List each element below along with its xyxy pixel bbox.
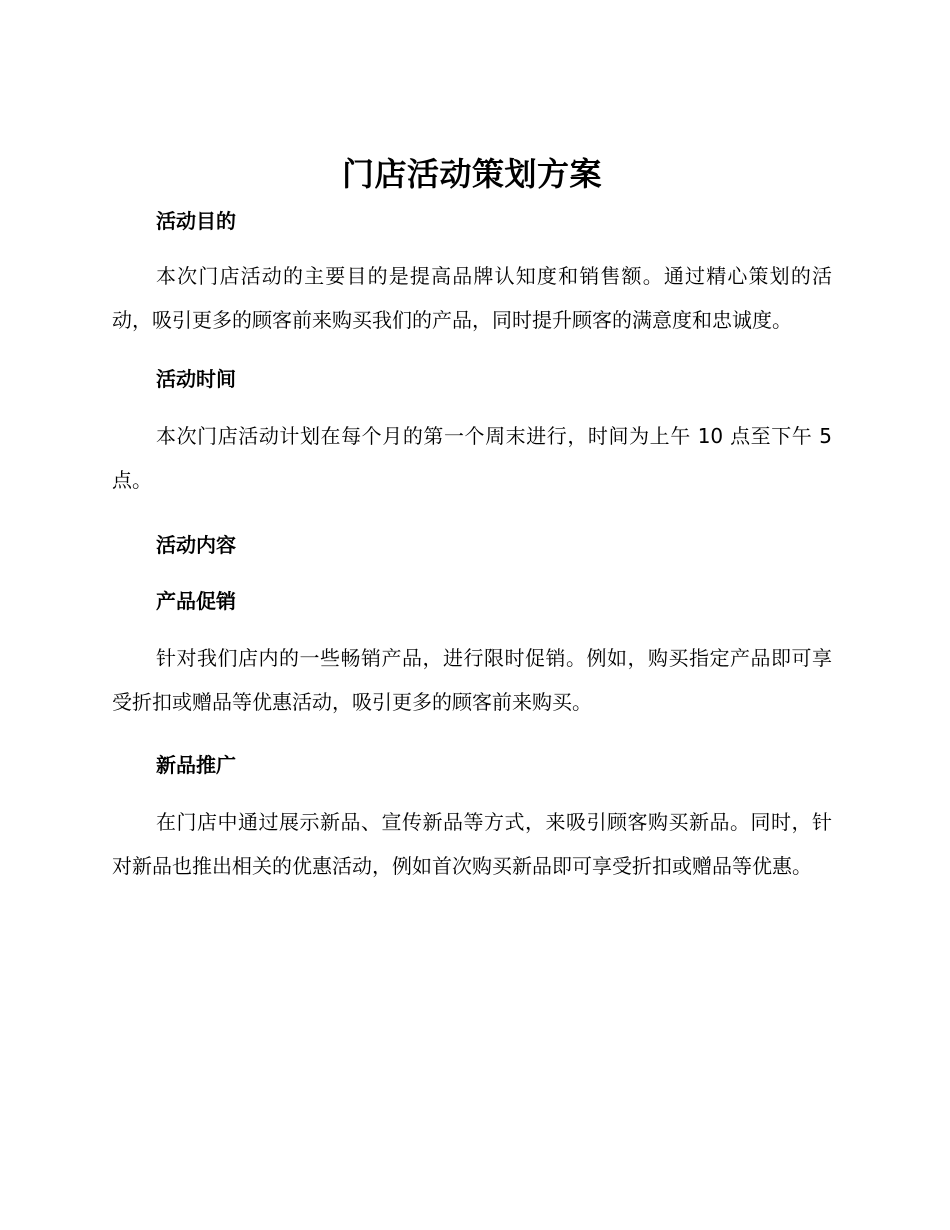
paragraph-new-product: 在门店中通过展示新品、宣传新品等方式，来吸引顾客购买新品。同时，针对新品也推出相关的优惠活动，例如首次购买新品即可享受折扣或赠品等优惠。	[112, 810, 832, 878]
document-title: 门店活动策划方案	[341, 155, 602, 193]
section-heading-promotion: 产品促销	[156, 589, 236, 613]
document-body	[112, 150, 832, 888]
paragraph-time: 本次门店活动计划在每个月的第一个周末进行，时间为上午 10 点至下午 5 点。	[112, 424, 832, 492]
section-heading-content: 活动内容	[156, 533, 236, 557]
paragraph-promotion: 针对我们店内的一些畅销产品，进行限时促销。例如，购买指定产品即可享受折扣或赠品等优惠活动，吸引更多的顾客前来购买。	[112, 646, 832, 714]
paragraph-purpose: 本次门店活动的主要目的是提高品牌认知度和销售额。通过精心策划的活动，吸引更多的顾客前来购买我们的产品，同时提升顾客的满意度和忠诚度。	[112, 264, 832, 332]
section-heading-new-product: 新品推广	[156, 753, 236, 777]
section-heading-time: 活动时间	[156, 367, 236, 391]
section-heading-purpose: 活动目的	[156, 209, 236, 233]
